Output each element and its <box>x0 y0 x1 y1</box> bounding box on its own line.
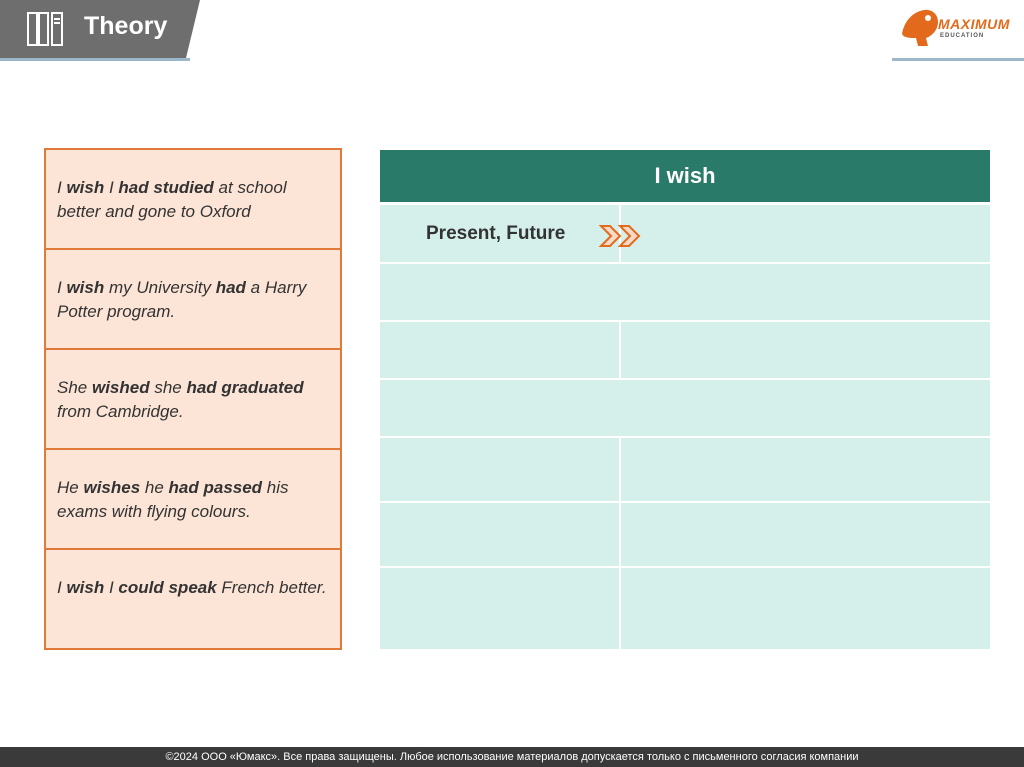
header-divider <box>0 58 190 61</box>
example-text: I <box>57 178 67 197</box>
example-text: his exams with flying colours. <box>57 478 289 521</box>
logo-divider <box>892 58 1024 61</box>
table-cell <box>380 264 990 320</box>
example-text: She <box>57 378 92 397</box>
book-icon <box>26 9 66 49</box>
page-title: Theory <box>84 12 168 40</box>
table-cell <box>621 568 990 649</box>
table-cell <box>621 438 990 501</box>
example-keyword: had studied <box>118 178 214 197</box>
table-cell <box>380 380 990 436</box>
example-text: He <box>57 478 84 497</box>
example-keyword: had graduated <box>186 378 304 397</box>
example-text: I <box>104 178 119 197</box>
example-item <box>46 550 340 650</box>
table-cell <box>380 568 619 649</box>
example-item <box>46 450 340 550</box>
double-chevron-right-icon <box>598 222 646 250</box>
example-keyword: wish <box>66 578 105 597</box>
example-item <box>46 250 340 350</box>
example-text: my University <box>104 278 216 297</box>
table-cell <box>380 438 619 501</box>
example-item <box>46 350 340 450</box>
example-text: she <box>149 378 187 397</box>
example-item <box>46 150 340 250</box>
examples-list <box>44 148 342 650</box>
example-text: I <box>104 578 119 597</box>
example-keyword: wished <box>91 378 150 397</box>
example-text: French better. <box>216 578 327 597</box>
table-header: I wish <box>380 150 990 202</box>
example-text: he <box>140 478 169 497</box>
table-cell <box>621 322 990 378</box>
table-cell <box>621 503 990 566</box>
table-cell <box>380 322 619 378</box>
example-keyword: wish <box>66 278 105 297</box>
example-keyword: had passed <box>168 478 263 497</box>
example-keyword: wish <box>66 178 105 197</box>
example-text: a Harry Potter program. <box>57 278 307 321</box>
example-text: at school better and gone to Oxford <box>57 178 287 221</box>
logo-subtitle: EDUCATION <box>940 33 985 39</box>
example-text: I <box>57 578 67 597</box>
table-cell <box>380 503 619 566</box>
example-keyword: wishes <box>83 478 141 497</box>
example-text: from Cambridge. <box>57 402 184 421</box>
example-text: I <box>57 278 67 297</box>
example-keyword: could speak <box>118 578 217 597</box>
row-label-present-future: Present, Future <box>426 223 566 244</box>
logo-word: MAXIMUM <box>938 16 1010 32</box>
table-cell <box>621 205 990 262</box>
footer-copyright: ©2024 ООО «Юмакс». Все права защищены. Любое использование материалов допускается только с письменного согласия компании <box>0 747 1024 767</box>
example-keyword: had <box>215 278 246 297</box>
